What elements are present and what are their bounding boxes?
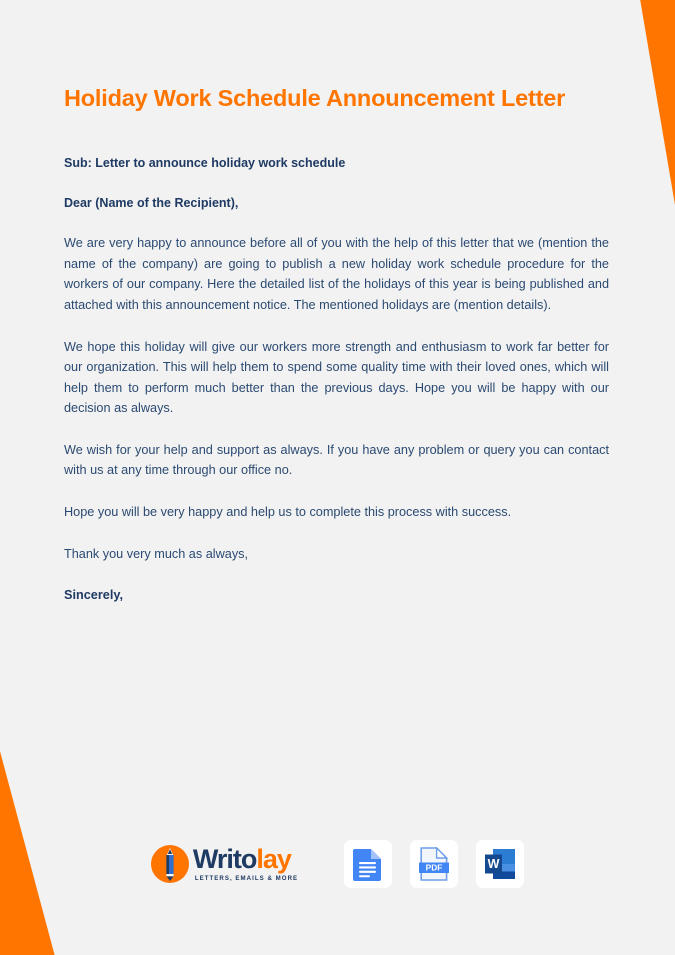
logo-text-accent: lay: [256, 843, 291, 874]
pencil-in-circle-icon: [151, 845, 189, 883]
page-title: Holiday Work Schedule Announcement Letter: [64, 85, 566, 111]
footer-bar: [0, 828, 675, 900]
body-paragraph-3: We wish for your help and support as always. If you have any problem or query you can contact with us at any time through our office no.: [64, 442, 609, 478]
word-document-icon: [485, 848, 516, 880]
body-paragraph-1: We are very happy to announce before all of you with the help of this letter that we (mention the name of the company) are going to publish a new holiday work schedule procedure for the workers of our company. Here the detailed list of the holidays of this year is being published and attached with this announcement notice. The mentioned holidays are (mention details).: [64, 236, 609, 312]
subject-line: Sub: Letter to announce holiday work schedule: [64, 156, 346, 171]
signoff-line: Sincerely,: [64, 587, 124, 602]
logo-tagline: LETTERS, EMAILS & MORE: [194, 874, 299, 882]
download-pdf-button[interactable]: [410, 840, 458, 888]
word-badge-label: W: [487, 857, 500, 872]
google-docs-icon: [353, 847, 383, 881]
salutation: Dear (Name of the Recipient),: [64, 195, 239, 210]
body-paragraph-4: Hope you will be very happy and help us to complete this process with success.: [64, 504, 512, 519]
body-paragraph-2: We hope this holiday will give our workers more strength and enthusiasm to work far better for our organization. This will help them to spend some quality time with their loved ones, which will help them to perform much better than the previous days. Hope you will be happy with our decision as always.: [64, 339, 609, 416]
logo-text-primary: Writo: [192, 843, 257, 874]
pdf-file-icon: [419, 847, 449, 881]
brand-logo[interactable]: [151, 845, 298, 883]
download-word-button[interactable]: [476, 840, 524, 888]
decorative-corner-top-right: [615, 0, 675, 205]
download-google-docs-button[interactable]: [344, 840, 392, 888]
thanks-line: Thank you very much as always,: [64, 546, 249, 561]
pdf-badge-label: PDF: [425, 862, 443, 873]
letter-content: [64, 0, 609, 605]
